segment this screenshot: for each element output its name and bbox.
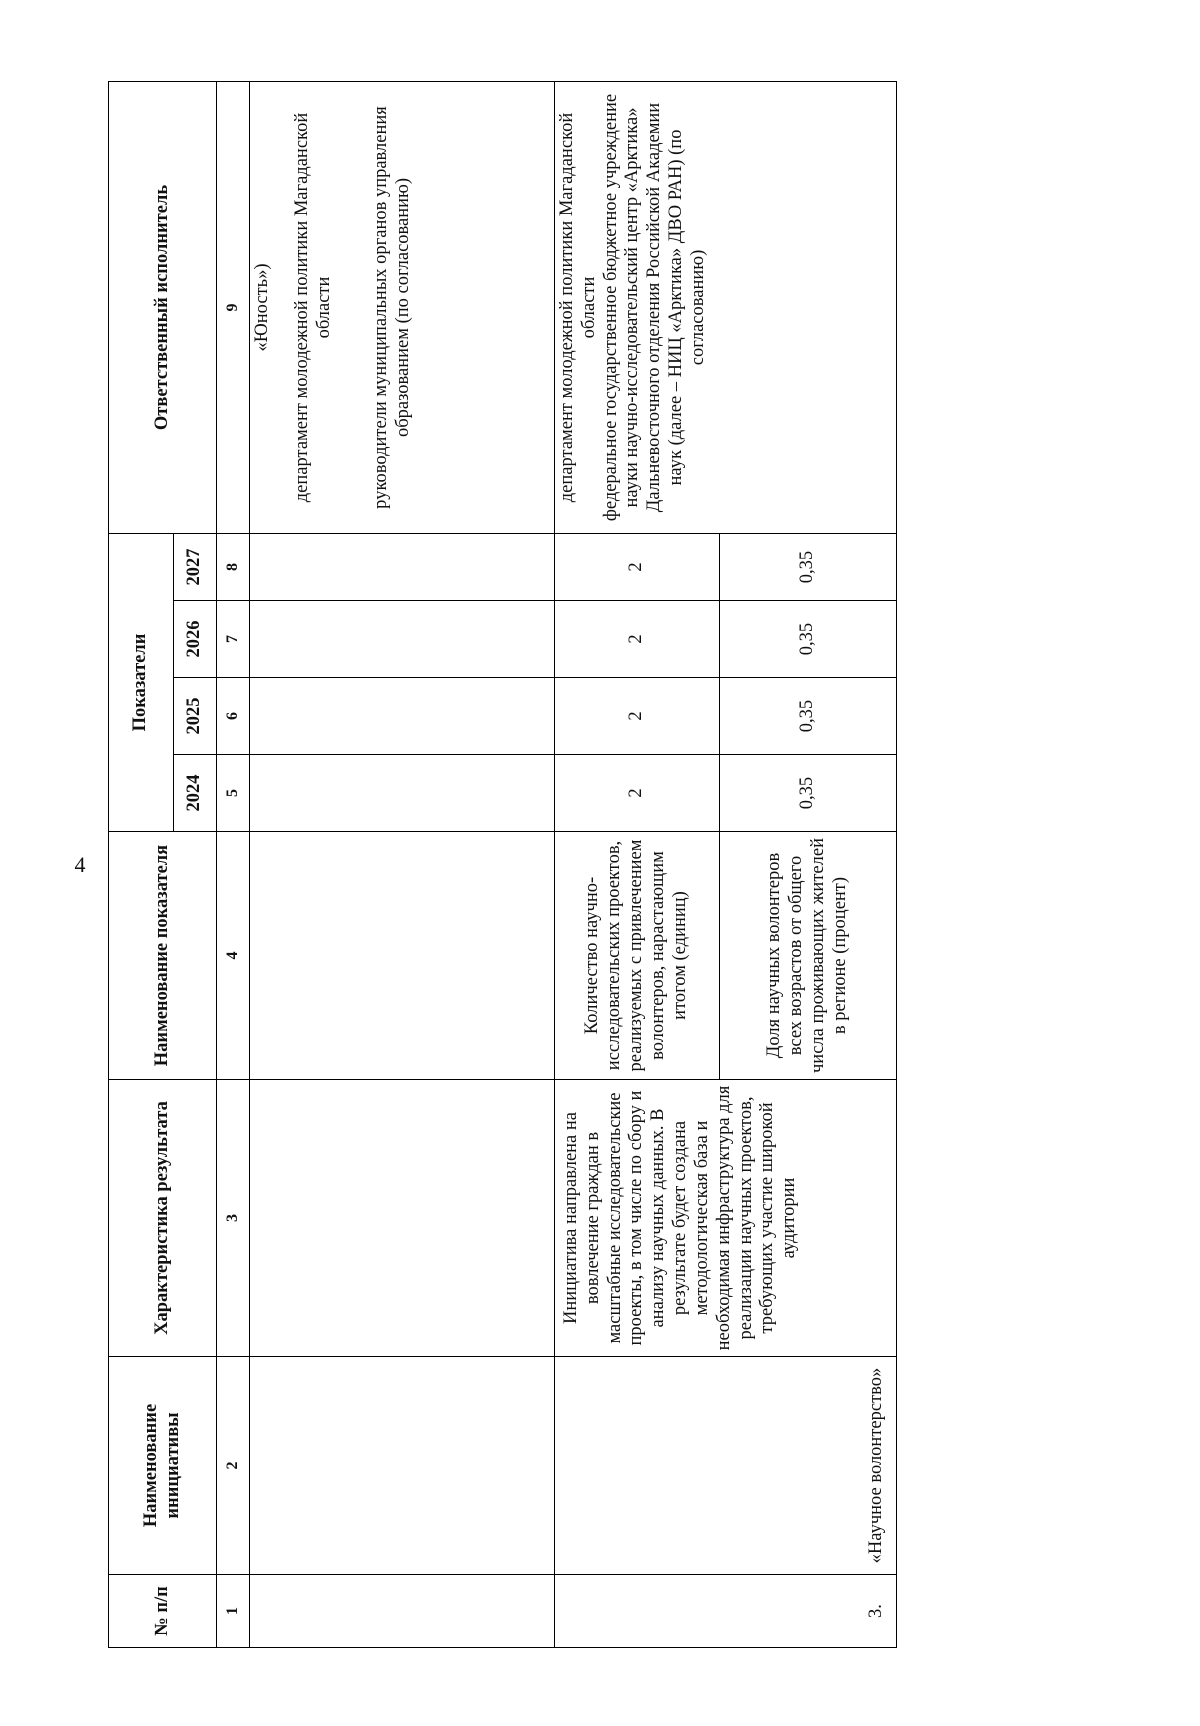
cont-characteristic (250, 1080, 555, 1357)
cont-responsible (250, 82, 555, 534)
row3-resp-2: федеральное государственное бюджетное учреждение науки научно-исследовательский центр «Арктика» Дальневосточного отделения Российской Академии наук (далее – НИЦ «Арктика» ДВО РАН) (по согласованию) (600, 93, 708, 522)
header-year-2027: 2027 (174, 534, 217, 601)
header-year-2025: 2025 (174, 678, 217, 755)
header-initiative: Наименование инициативы (109, 1357, 217, 1575)
row3-indicator-1-2027: 2 (555, 534, 720, 601)
header-indicator: Наименование показателя (109, 832, 217, 1080)
colnum-2: 2 (217, 1357, 250, 1575)
column-number-row (217, 82, 250, 1648)
colnum-3: 3 (217, 1080, 250, 1357)
row3-responsible (555, 82, 897, 534)
header-row-1 (109, 82, 174, 1648)
row3-indicator-1-2026: 2 (555, 601, 720, 678)
cont-indicator (250, 832, 555, 1080)
cont-resp-1: «Юность») (252, 263, 272, 352)
row3-resp-1: департамент молодежной политики Магаданской области (557, 112, 599, 503)
colnum-9: 9 (217, 82, 250, 534)
cont-2027 (250, 534, 555, 601)
colnum-4: 4 (217, 832, 250, 1080)
colnum-8: 8 (217, 534, 250, 601)
cont-no (250, 1575, 555, 1648)
results-table-rotated (108, 82, 979, 1648)
colnum-5: 5 (217, 755, 250, 832)
row3-indicator-2-2025: 0,35 (720, 678, 897, 755)
cont-resp-3: руководители муниципальных органов управления образованием (по согласованию) (371, 106, 414, 509)
row3-indicator-1-2025: 2 (555, 678, 720, 755)
results-table (108, 81, 897, 1648)
header-year-2026: 2026 (174, 601, 217, 678)
continuation-row (250, 82, 555, 1648)
header-responsible: Ответственный исполнитель (109, 82, 217, 534)
row3-initiative: «Научное волонтерство» (555, 1357, 897, 1575)
cont-resp-2: департамент молодежной политики Магаданской области (291, 112, 334, 503)
row3-indicator-1-name: Количество научно-исследовательских проектов, реализуемых с привлечением волонтеров, нарастающим итогом (единиц) (555, 832, 720, 1080)
page-number: 4 (74, 852, 86, 877)
row3-indicator-2-2026: 0,35 (720, 601, 897, 678)
colnum-6: 6 (217, 678, 250, 755)
cont-2025 (250, 678, 555, 755)
header-year-2024: 2024 (174, 755, 217, 832)
colnum-7: 7 (217, 601, 250, 678)
row3-characteristic: Инициатива направлена на вовлечение граждан в масштабные исследовательские проекты, в том числе по сбору и анализу научных данных. В результате будет создана методологическая база и необходимая инфраструктура для реализации научных проектов, требующих участие широкой аудитории (555, 1080, 897, 1357)
row-3-indicator-1 (555, 82, 720, 1648)
row3-indicator-2-2024: 0,35 (720, 755, 897, 832)
cont-2026 (250, 601, 555, 678)
header-no: № п/п (109, 1575, 217, 1648)
row3-indicator-1-2024: 2 (555, 755, 720, 832)
row3-indicator-2-2027: 0,35 (720, 534, 897, 601)
row3-no: 3. (555, 1575, 897, 1648)
colnum-1: 1 (217, 1575, 250, 1648)
row3-indicator-2-name: Доля научных волонтеров всех возрастов от общего числа проживающих жителей в регионе (процент) (720, 832, 897, 1080)
header-indicators-group: Показатели (109, 534, 174, 832)
cont-2024 (250, 755, 555, 832)
header-characteristic: Характеристика результата (109, 1080, 217, 1357)
cont-initiative (250, 1357, 555, 1575)
